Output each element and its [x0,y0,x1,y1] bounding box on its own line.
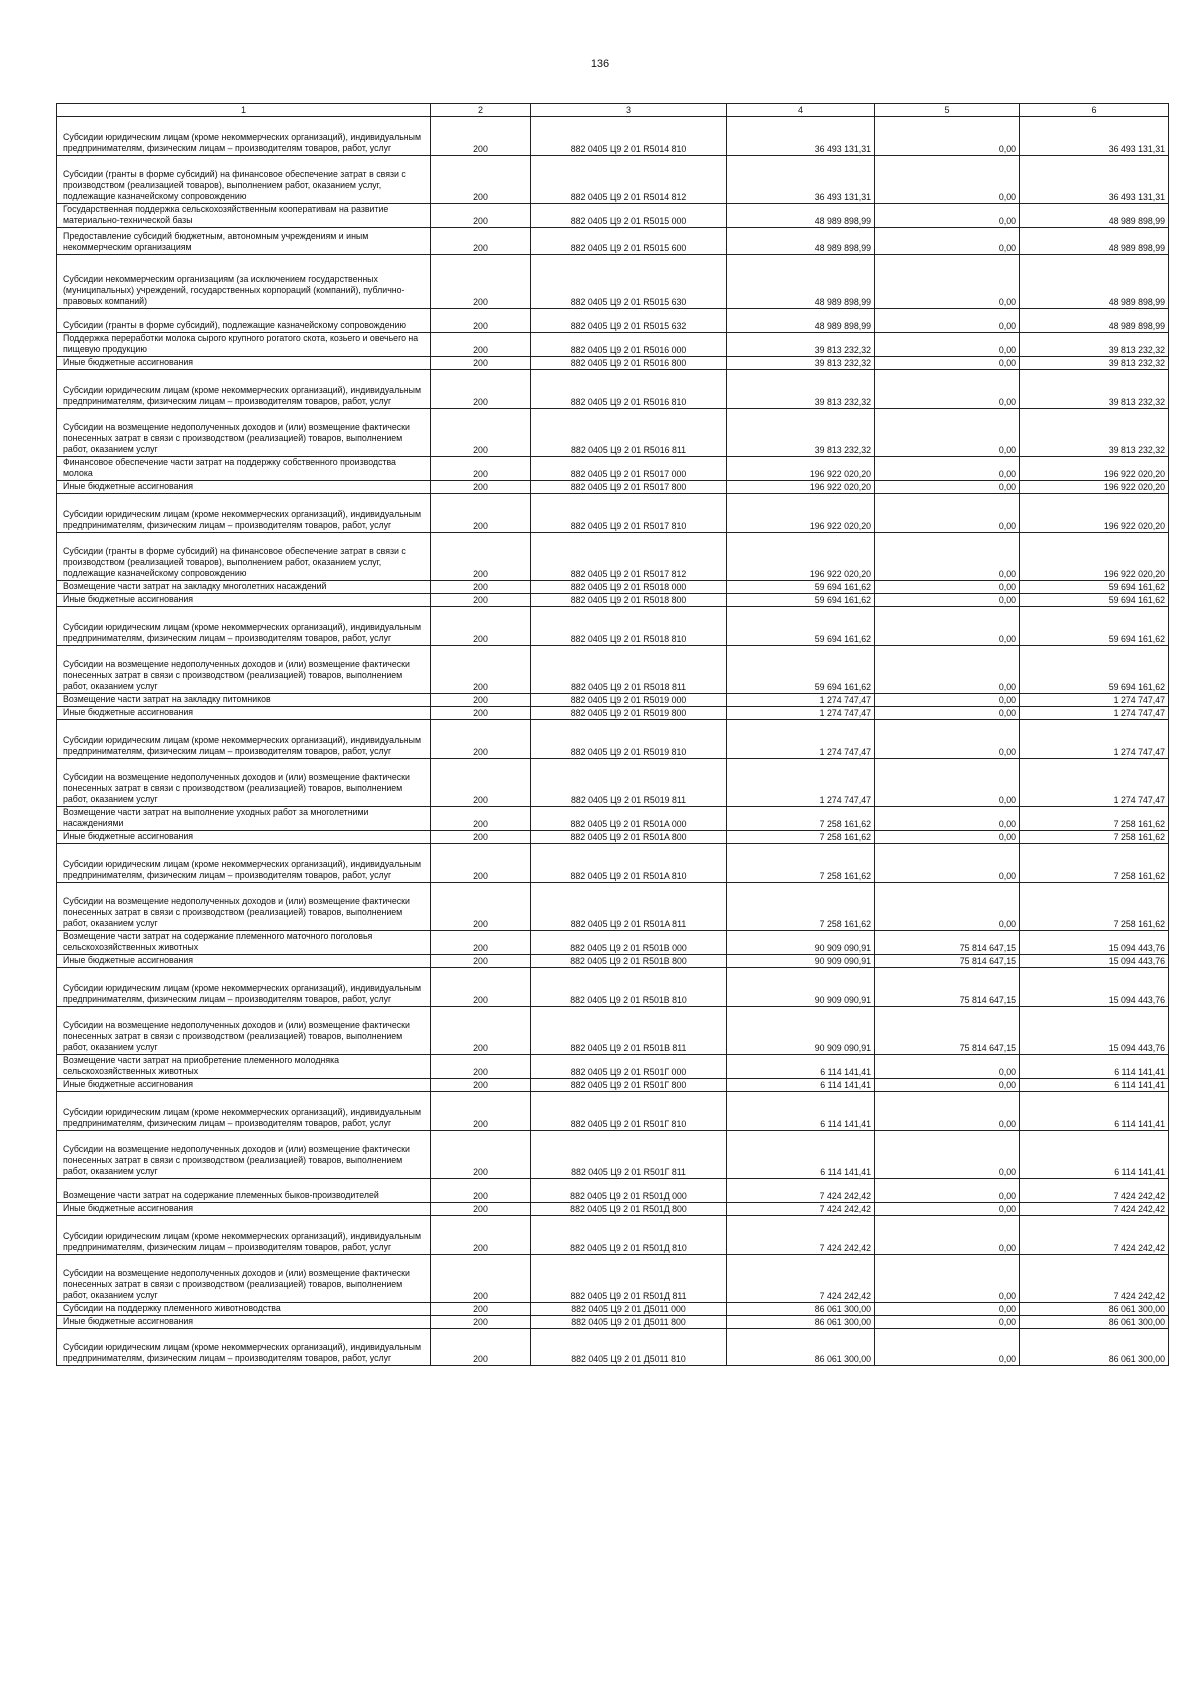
row-name-cell: Иные бюджетные ассигнования [57,1203,431,1216]
row-budget-code-cell: 882 0405 Ц9 2 01 R5015 000 [531,204,727,228]
column-header-1: 1 [57,104,431,117]
column-header-2: 2 [431,104,531,117]
row-name-cell: Иные бюджетные ассигнования [57,1316,431,1329]
row-column5-amount-cell: 0,00 [875,883,1020,931]
row-name-cell: Возмещение части затрат на выполнение уходных работ за многолетними насаждениями [57,807,431,831]
row-name-cell: Иные бюджетные ассигнования [57,955,431,968]
row-admin-code-cell: 200 [431,481,531,494]
row-column4-amount-cell: 90 909 090,91 [727,955,875,968]
row-name-cell: Субсидии на возмещение недополученных доходов и (или) возмещение фактически понесенных затрат в связи с производством (реализацией) товаров, выполнением работ, оказанием услуг [57,1007,431,1055]
row-column5-amount-cell: 0,00 [875,1255,1020,1303]
row-budget-code-cell: 882 0405 Ц9 2 01 R5019 800 [531,707,727,720]
row-column6-amount-cell: 48 989 898,99 [1020,309,1169,333]
row-column6-amount-cell: 36 493 131,31 [1020,156,1169,204]
row-admin-code-cell: 200 [431,968,531,1007]
row-budget-code-cell: 882 0405 Ц9 2 01 R501Г 000 [531,1055,727,1079]
row-budget-code-cell: 882 0405 Ц9 2 01 R5017 812 [531,533,727,581]
row-column4-amount-cell: 36 493 131,31 [727,117,875,156]
row-budget-code-cell: 882 0405 Ц9 2 01 R501Д 800 [531,1203,727,1216]
row-column6-amount-cell: 1 274 747,47 [1020,720,1169,759]
row-admin-code-cell: 200 [431,1255,531,1303]
row-column5-amount-cell: 0,00 [875,1079,1020,1092]
row-column6-amount-cell: 15 094 443,76 [1020,1007,1169,1055]
row-column5-amount-cell: 0,00 [875,333,1020,357]
row-column5-amount-cell: 0,00 [875,357,1020,370]
row-column4-amount-cell: 59 694 161,62 [727,581,875,594]
row-budget-code-cell: 882 0405 Ц9 2 01 R501Г 810 [531,1092,727,1131]
table-row [57,409,1169,457]
row-admin-code-cell: 200 [431,1316,531,1329]
row-column5-amount-cell: 0,00 [875,204,1020,228]
row-budget-code-cell: 882 0405 Ц9 2 01 Д5011 800 [531,1316,727,1329]
row-admin-code-cell: 200 [431,807,531,831]
row-admin-code-cell: 200 [431,1329,531,1366]
table-row [57,457,1169,481]
row-column5-amount-cell: 0,00 [875,1179,1020,1203]
table-row [57,1316,1169,1329]
row-column6-amount-cell: 7 258 161,62 [1020,831,1169,844]
row-budget-code-cell: 882 0405 Ц9 2 01 R5015 632 [531,309,727,333]
row-column6-amount-cell: 7 258 161,62 [1020,883,1169,931]
table-row [57,831,1169,844]
row-column6-amount-cell: 59 694 161,62 [1020,607,1169,646]
row-column5-amount-cell: 0,00 [875,117,1020,156]
row-admin-code-cell: 200 [431,1303,531,1316]
table-row [57,759,1169,807]
row-column4-amount-cell: 48 989 898,99 [727,204,875,228]
table-row [57,370,1169,409]
row-column6-amount-cell: 39 813 232,32 [1020,370,1169,409]
row-budget-code-cell: 882 0405 Ц9 2 01 R501Г 811 [531,1131,727,1179]
row-budget-code-cell: 882 0405 Ц9 2 01 R501A 810 [531,844,727,883]
row-name-cell: Субсидии на возмещение недополученных доходов и (или) возмещение фактически понесенных затрат в связи с производством (реализацией) товаров, выполнением работ, оказанием услуг [57,1131,431,1179]
table-row [57,1079,1169,1092]
column-header-4: 4 [727,104,875,117]
row-column5-amount-cell: 0,00 [875,759,1020,807]
row-column6-amount-cell: 196 922 020,20 [1020,494,1169,533]
row-column4-amount-cell: 196 922 020,20 [727,533,875,581]
row-admin-code-cell: 200 [431,844,531,883]
table-row [57,117,1169,156]
row-admin-code-cell: 200 [431,1179,531,1203]
column-header-6: 6 [1020,104,1169,117]
row-column4-amount-cell: 90 909 090,91 [727,1007,875,1055]
row-admin-code-cell: 200 [431,228,531,255]
row-column4-amount-cell: 48 989 898,99 [727,255,875,309]
table-row [57,1007,1169,1055]
row-budget-code-cell: 882 0405 Ц9 2 01 R501B 810 [531,968,727,1007]
row-column4-amount-cell: 48 989 898,99 [727,228,875,255]
row-column6-amount-cell: 1 274 747,47 [1020,707,1169,720]
row-column4-amount-cell: 48 989 898,99 [727,309,875,333]
row-column5-amount-cell: 0,00 [875,309,1020,333]
row-admin-code-cell: 200 [431,694,531,707]
row-column6-amount-cell: 59 694 161,62 [1020,581,1169,594]
row-column4-amount-cell: 1 274 747,47 [727,759,875,807]
row-column5-amount-cell: 0,00 [875,1203,1020,1216]
row-admin-code-cell: 200 [431,533,531,581]
row-column5-amount-cell: 0,00 [875,1303,1020,1316]
table-row [57,228,1169,255]
row-budget-code-cell: 882 0405 Ц9 2 01 R5019 000 [531,694,727,707]
row-column4-amount-cell: 7 258 161,62 [727,831,875,844]
row-budget-code-cell: 882 0405 Ц9 2 01 R5017 000 [531,457,727,481]
row-name-cell: Субсидии юридическим лицам (кроме некоммерческих организаций), индивидуальным предпринимателям, физическим лицам – производителям товаров, работ, услуг [57,1216,431,1255]
row-budget-code-cell: 882 0405 Ц9 2 01 R5018 810 [531,607,727,646]
row-name-cell: Субсидии (гранты в форме субсидий) на финансовое обеспечение затрат в связи с производством (реализацией товаров), выполнением работ, оказанием услуг, подлежащие казначейскому сопровождению [57,533,431,581]
row-column4-amount-cell: 86 061 300,00 [727,1329,875,1366]
row-column6-amount-cell: 86 061 300,00 [1020,1329,1169,1366]
table-row [57,1092,1169,1131]
table-row [57,955,1169,968]
table-header-row [57,104,1169,117]
table-row [57,883,1169,931]
row-admin-code-cell: 200 [431,409,531,457]
row-budget-code-cell: 882 0405 Ц9 2 01 R501Д 811 [531,1255,727,1303]
row-column6-amount-cell: 15 094 443,76 [1020,931,1169,955]
row-column5-amount-cell: 0,00 [875,694,1020,707]
table-row [57,707,1169,720]
row-column4-amount-cell: 196 922 020,20 [727,481,875,494]
row-admin-code-cell: 200 [431,204,531,228]
row-name-cell: Субсидии на возмещение недополученных доходов и (или) возмещение фактически понесенных затрат в связи с производством (реализацией) товаров, выполнением работ, оказанием услуг [57,409,431,457]
row-column5-amount-cell: 0,00 [875,594,1020,607]
row-budget-code-cell: 882 0405 Ц9 2 01 R501B 811 [531,1007,727,1055]
row-column5-amount-cell: 0,00 [875,1329,1020,1366]
row-budget-code-cell: 882 0405 Ц9 2 01 R501Д 810 [531,1216,727,1255]
row-column6-amount-cell: 48 989 898,99 [1020,204,1169,228]
row-column5-amount-cell: 0,00 [875,1316,1020,1329]
budget-table [56,103,1169,1366]
row-admin-code-cell: 200 [431,457,531,481]
row-name-cell: Субсидии юридическим лицам (кроме некоммерческих организаций), индивидуальным предпринимателям, физическим лицам – производителям товаров, работ, услуг [57,117,431,156]
row-column6-amount-cell: 6 114 141,41 [1020,1131,1169,1179]
row-column4-amount-cell: 7 424 242,42 [727,1216,875,1255]
row-column4-amount-cell: 6 114 141,41 [727,1055,875,1079]
row-budget-code-cell: 882 0405 Ц9 2 01 R501A 800 [531,831,727,844]
table-row [57,1055,1169,1079]
row-column5-amount-cell: 0,00 [875,1092,1020,1131]
row-column4-amount-cell: 196 922 020,20 [727,457,875,481]
table-row [57,694,1169,707]
row-admin-code-cell: 200 [431,707,531,720]
row-name-cell: Субсидии юридическим лицам (кроме некоммерческих организаций), индивидуальным предпринимателям, физическим лицам – производителям товаров, работ, услуг [57,720,431,759]
row-column6-amount-cell: 48 989 898,99 [1020,255,1169,309]
row-column5-amount-cell: 0,00 [875,1055,1020,1079]
row-column4-amount-cell: 1 274 747,47 [727,720,875,759]
row-admin-code-cell: 200 [431,1092,531,1131]
table-row [57,1216,1169,1255]
row-column5-amount-cell: 0,00 [875,831,1020,844]
row-name-cell: Иные бюджетные ассигнования [57,707,431,720]
row-column6-amount-cell: 7 258 161,62 [1020,807,1169,831]
row-name-cell: Субсидии на возмещение недополученных доходов и (или) возмещение фактически понесенных затрат в связи с производством (реализацией) товаров, выполнением работ, оказанием услуг [57,759,431,807]
row-column6-amount-cell: 39 813 232,32 [1020,333,1169,357]
row-column6-amount-cell: 39 813 232,32 [1020,357,1169,370]
table-row [57,1255,1169,1303]
row-admin-code-cell: 200 [431,581,531,594]
row-column4-amount-cell: 90 909 090,91 [727,968,875,1007]
row-name-cell: Поддержка переработки молока сырого крупного рогатого скота, козьего и овечьего на пищевую продукцию [57,333,431,357]
row-budget-code-cell: 882 0405 Ц9 2 01 Д5011 810 [531,1329,727,1366]
row-admin-code-cell: 200 [431,357,531,370]
row-column4-amount-cell: 6 114 141,41 [727,1131,875,1179]
row-column5-amount-cell: 0,00 [875,720,1020,759]
row-name-cell: Субсидии (гранты в форме субсидий) на финансовое обеспечение затрат в связи с производством (реализацией товаров), выполнением работ, оказанием услуг, подлежащие казначейскому сопровождению [57,156,431,204]
table-row [57,594,1169,607]
row-budget-code-cell: 882 0405 Ц9 2 01 R5018 800 [531,594,727,607]
table-body [57,117,1169,1366]
row-name-cell: Субсидии на поддержку племенного животноводства [57,1303,431,1316]
row-column5-amount-cell: 0,00 [875,370,1020,409]
row-admin-code-cell: 200 [431,1055,531,1079]
row-column5-amount-cell: 75 814 647,15 [875,1007,1020,1055]
row-admin-code-cell: 200 [431,883,531,931]
table-row [57,1303,1169,1316]
row-column5-amount-cell: 0,00 [875,1216,1020,1255]
row-column6-amount-cell: 86 061 300,00 [1020,1316,1169,1329]
row-name-cell: Субсидии некоммерческим организациям (за исключением государственных (муниципальных) учреждений, государственных корпораций (компаний), публично-правовых компаний) [57,255,431,309]
row-column4-amount-cell: 39 813 232,32 [727,357,875,370]
row-column5-amount-cell: 0,00 [875,807,1020,831]
row-column6-amount-cell: 48 989 898,99 [1020,228,1169,255]
column-header-5: 5 [875,104,1020,117]
row-column5-amount-cell: 0,00 [875,707,1020,720]
page-number: 136 [590,58,610,70]
row-admin-code-cell: 200 [431,117,531,156]
row-column6-amount-cell: 7 424 242,42 [1020,1216,1169,1255]
row-column6-amount-cell: 1 274 747,47 [1020,694,1169,707]
row-name-cell: Субсидии юридическим лицам (кроме некоммерческих организаций), индивидуальным предпринимателям, физическим лицам – производителям товаров, работ, услуг [57,607,431,646]
row-column4-amount-cell: 59 694 161,62 [727,646,875,694]
row-column4-amount-cell: 90 909 090,91 [727,931,875,955]
row-admin-code-cell: 200 [431,720,531,759]
row-admin-code-cell: 200 [431,255,531,309]
row-column6-amount-cell: 196 922 020,20 [1020,457,1169,481]
row-budget-code-cell: 882 0405 Ц9 2 01 R5019 811 [531,759,727,807]
row-column4-amount-cell: 7 258 161,62 [727,844,875,883]
row-budget-code-cell: 882 0405 Ц9 2 01 R5017 810 [531,494,727,533]
row-budget-code-cell: 882 0405 Ц9 2 01 R5015 600 [531,228,727,255]
row-column6-amount-cell: 59 694 161,62 [1020,594,1169,607]
table-row [57,607,1169,646]
row-name-cell: Государственная поддержка сельскохозяйственным кооперативам на развитие материально-технической базы [57,204,431,228]
table-row [57,1179,1169,1203]
row-column6-amount-cell: 7 424 242,42 [1020,1179,1169,1203]
table-row [57,1131,1169,1179]
row-budget-code-cell: 882 0405 Ц9 2 01 R5016 810 [531,370,727,409]
row-name-cell: Возмещение части затрат на приобретение племенного молодняка сельскохозяйственных животных [57,1055,431,1079]
row-column6-amount-cell: 86 061 300,00 [1020,1303,1169,1316]
row-name-cell: Субсидии на возмещение недополученных доходов и (или) возмещение фактически понесенных затрат в связи с производством (реализацией) товаров, выполнением работ, оказанием услуг [57,1255,431,1303]
row-column5-amount-cell: 0,00 [875,255,1020,309]
row-column4-amount-cell: 7 258 161,62 [727,807,875,831]
row-column5-amount-cell: 0,00 [875,533,1020,581]
row-budget-code-cell: 882 0405 Ц9 2 01 Д5011 000 [531,1303,727,1316]
row-column5-amount-cell: 75 814 647,15 [875,931,1020,955]
row-admin-code-cell: 200 [431,759,531,807]
row-budget-code-cell: 882 0405 Ц9 2 01 R501A 000 [531,807,727,831]
row-column6-amount-cell: 7 424 242,42 [1020,1255,1169,1303]
row-column5-amount-cell: 0,00 [875,646,1020,694]
row-budget-code-cell: 882 0405 Ц9 2 01 R5016 811 [531,409,727,457]
row-column5-amount-cell: 0,00 [875,457,1020,481]
row-name-cell: Субсидии на возмещение недополученных доходов и (или) возмещение фактически понесенных затрат в связи с производством (реализацией) товаров, выполнением работ, оказанием услуг [57,646,431,694]
row-admin-code-cell: 200 [431,646,531,694]
table-row [57,581,1169,594]
row-column4-amount-cell: 7 258 161,62 [727,883,875,931]
row-column5-amount-cell: 0,00 [875,228,1020,255]
row-column4-amount-cell: 86 061 300,00 [727,1316,875,1329]
row-budget-code-cell: 882 0405 Ц9 2 01 R5017 800 [531,481,727,494]
row-column4-amount-cell: 59 694 161,62 [727,607,875,646]
row-budget-code-cell: 882 0405 Ц9 2 01 R5015 630 [531,255,727,309]
row-name-cell: Иные бюджетные ассигнования [57,831,431,844]
row-name-cell: Субсидии на возмещение недополученных доходов и (или) возмещение фактически понесенных затрат в связи с производством (реализацией) товаров, выполнением работ, оказанием услуг [57,883,431,931]
row-budget-code-cell: 882 0405 Ц9 2 01 R5018 000 [531,581,727,594]
row-admin-code-cell: 200 [431,370,531,409]
row-column4-amount-cell: 1 274 747,47 [727,707,875,720]
table-row [57,1329,1169,1366]
row-budget-code-cell: 882 0405 Ц9 2 01 R5014 812 [531,156,727,204]
row-admin-code-cell: 200 [431,1131,531,1179]
row-column4-amount-cell: 7 424 242,42 [727,1179,875,1203]
row-name-cell: Субсидии юридическим лицам (кроме некоммерческих организаций), индивидуальным предпринимателям, физическим лицам – производителям товаров, работ, услуг [57,844,431,883]
row-column6-amount-cell: 59 694 161,62 [1020,646,1169,694]
row-column6-amount-cell: 196 922 020,20 [1020,533,1169,581]
table-row [57,1203,1169,1216]
row-column4-amount-cell: 7 424 242,42 [727,1255,875,1303]
row-column6-amount-cell: 36 493 131,31 [1020,117,1169,156]
row-name-cell: Иные бюджетные ассигнования [57,594,431,607]
table-row [57,807,1169,831]
row-budget-code-cell: 882 0405 Ц9 2 01 R5016 800 [531,357,727,370]
row-name-cell: Субсидии юридическим лицам (кроме некоммерческих организаций), индивидуальным предпринимателям, физическим лицам – производителям товаров, работ, услуг [57,494,431,533]
row-budget-code-cell: 882 0405 Ц9 2 01 R5019 810 [531,720,727,759]
table-row [57,255,1169,309]
row-admin-code-cell: 200 [431,156,531,204]
row-name-cell: Возмещение части затрат на закладку многолетних насаждений [57,581,431,594]
row-column4-amount-cell: 1 274 747,47 [727,694,875,707]
row-name-cell: Субсидии юридическим лицам (кроме некоммерческих организаций), индивидуальным предпринимателям, физическим лицам – производителям товаров, работ, услуг [57,370,431,409]
table-row [57,968,1169,1007]
row-name-cell: Финансовое обеспечение части затрат на поддержку собственного производства молока [57,457,431,481]
row-budget-code-cell: 882 0405 Ц9 2 01 R501B 000 [531,931,727,955]
row-admin-code-cell: 200 [431,1079,531,1092]
row-column5-amount-cell: 0,00 [875,481,1020,494]
row-admin-code-cell: 200 [431,494,531,533]
table-row [57,844,1169,883]
row-column4-amount-cell: 6 114 141,41 [727,1092,875,1131]
row-column4-amount-cell: 7 424 242,42 [727,1203,875,1216]
row-budget-code-cell: 882 0405 Ц9 2 01 R5014 810 [531,117,727,156]
row-column4-amount-cell: 36 493 131,31 [727,156,875,204]
row-budget-code-cell: 882 0405 Ц9 2 01 R5016 000 [531,333,727,357]
row-column5-amount-cell: 0,00 [875,607,1020,646]
row-admin-code-cell: 200 [431,831,531,844]
table-row [57,204,1169,228]
row-column6-amount-cell: 196 922 020,20 [1020,481,1169,494]
row-name-cell: Субсидии юридическим лицам (кроме некоммерческих организаций), индивидуальным предпринимателям, физическим лицам – производителям товаров, работ, услуг [57,1329,431,1366]
row-admin-code-cell: 200 [431,607,531,646]
row-budget-code-cell: 882 0405 Ц9 2 01 R5018 811 [531,646,727,694]
table-row [57,333,1169,357]
row-name-cell: Иные бюджетные ассигнования [57,357,431,370]
row-admin-code-cell: 200 [431,594,531,607]
row-budget-code-cell: 882 0405 Ц9 2 01 R501B 800 [531,955,727,968]
row-admin-code-cell: 200 [431,333,531,357]
row-admin-code-cell: 200 [431,1203,531,1216]
row-column6-amount-cell: 39 813 232,32 [1020,409,1169,457]
table-row [57,646,1169,694]
row-admin-code-cell: 200 [431,955,531,968]
table-row [57,309,1169,333]
row-column6-amount-cell: 7 424 242,42 [1020,1203,1169,1216]
row-name-cell: Субсидии юридическим лицам (кроме некоммерческих организаций), индивидуальным предпринимателям, физическим лицам – производителям товаров, работ, услуг [57,968,431,1007]
row-column5-amount-cell: 0,00 [875,581,1020,594]
row-name-cell: Субсидии юридическим лицам (кроме некоммерческих организаций), индивидуальным предпринимателям, физическим лицам – производителям товаров, работ, услуг [57,1092,431,1131]
row-name-cell: Иные бюджетные ассигнования [57,1079,431,1092]
row-column6-amount-cell: 1 274 747,47 [1020,759,1169,807]
table-row [57,931,1169,955]
row-column5-amount-cell: 75 814 647,15 [875,968,1020,1007]
row-column5-amount-cell: 0,00 [875,494,1020,533]
row-admin-code-cell: 200 [431,1216,531,1255]
table-row [57,720,1169,759]
row-column4-amount-cell: 196 922 020,20 [727,494,875,533]
table-row [57,494,1169,533]
row-name-cell: Предоставление субсидий бюджетным, автономным учреждениям и иным некоммерческим организациям [57,228,431,255]
row-column4-amount-cell: 6 114 141,41 [727,1079,875,1092]
table-row [57,533,1169,581]
column-header-3: 3 [531,104,727,117]
table-row [57,481,1169,494]
row-column4-amount-cell: 39 813 232,32 [727,370,875,409]
row-admin-code-cell: 200 [431,1007,531,1055]
row-column5-amount-cell: 0,00 [875,409,1020,457]
table-row [57,357,1169,370]
row-admin-code-cell: 200 [431,309,531,333]
row-column4-amount-cell: 39 813 232,32 [727,409,875,457]
table-row [57,156,1169,204]
row-name-cell: Иные бюджетные ассигнования [57,481,431,494]
row-name-cell: Субсидии (гранты в форме субсидий), подлежащие казначейскому сопровождению [57,309,431,333]
row-column6-amount-cell: 6 114 141,41 [1020,1079,1169,1092]
row-column5-amount-cell: 75 814 647,15 [875,955,1020,968]
row-column6-amount-cell: 7 258 161,62 [1020,844,1169,883]
row-budget-code-cell: 882 0405 Ц9 2 01 R501Г 800 [531,1079,727,1092]
row-budget-code-cell: 882 0405 Ц9 2 01 R501Д 000 [531,1179,727,1203]
row-column6-amount-cell: 6 114 141,41 [1020,1055,1169,1079]
row-column4-amount-cell: 59 694 161,62 [727,594,875,607]
row-column6-amount-cell: 15 094 443,76 [1020,968,1169,1007]
row-column4-amount-cell: 39 813 232,32 [727,333,875,357]
row-column5-amount-cell: 0,00 [875,844,1020,883]
row-column6-amount-cell: 6 114 141,41 [1020,1092,1169,1131]
row-name-cell: Возмещение части затрат на закладку питомников [57,694,431,707]
row-column6-amount-cell: 15 094 443,76 [1020,955,1169,968]
row-column5-amount-cell: 0,00 [875,156,1020,204]
row-column5-amount-cell: 0,00 [875,1131,1020,1179]
row-budget-code-cell: 882 0405 Ц9 2 01 R501A 811 [531,883,727,931]
row-column4-amount-cell: 86 061 300,00 [727,1303,875,1316]
row-name-cell: Возмещение части затрат на содержание племенного маточного поголовья сельскохозяйственных животных [57,931,431,955]
row-admin-code-cell: 200 [431,931,531,955]
row-name-cell: Возмещение части затрат на содержание племенных быков-производителей [57,1179,431,1203]
